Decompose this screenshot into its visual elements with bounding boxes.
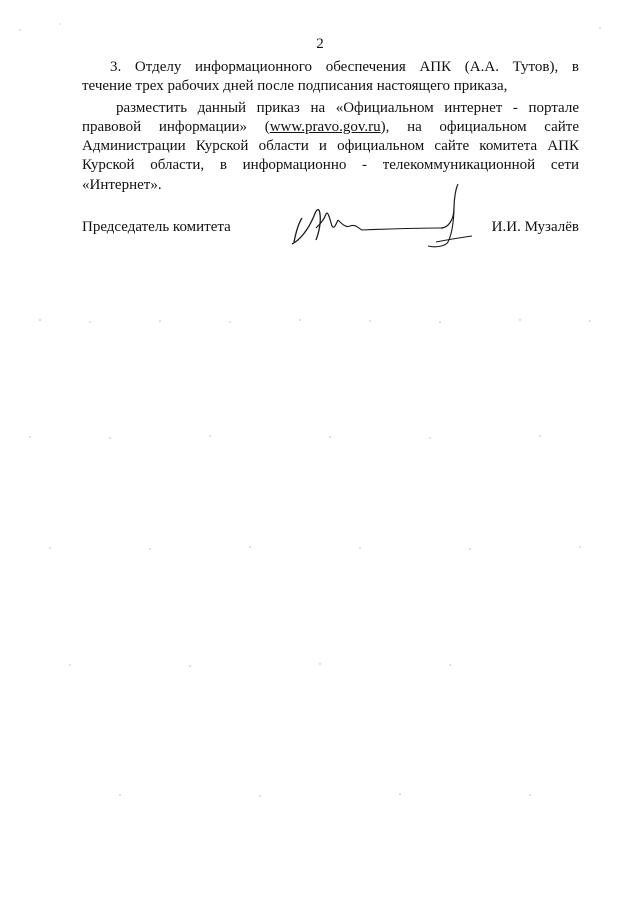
paragraph-4-line-1: разместить данный приказ на «Официальном интернет - портале: [116, 100, 579, 116]
paragraph-4-line-2: [82, 118, 579, 137]
text-segment: правовой информации» (: [82, 119, 270, 135]
paragraph-3-line-1: 3. Отделу информационного обеспечения АПК (А.А. Тутов), в: [110, 59, 579, 75]
paragraph-4-line-4: Курской области, в информационно - телекоммуникационной сети: [82, 157, 579, 173]
signatory-title: Председатель комитета: [82, 219, 231, 235]
pravo-link[interactable]: www.pravo.gov.ru: [269, 119, 381, 135]
text-segment: ), на официальном сайте: [380, 119, 580, 135]
signature-row: [82, 218, 579, 238]
paragraph-4-line-3: Администрации Курской области и официальном сайте комитета АПК: [82, 138, 579, 154]
paragraph-3-line-2: течение трех рабочих дней после подписания настоящего приказа,: [82, 78, 508, 94]
page-number: 2: [316, 36, 324, 52]
paragraph-4-line-5: «Интернет».: [82, 177, 162, 193]
signatory-name: И.И. Музалёв: [491, 219, 579, 235]
